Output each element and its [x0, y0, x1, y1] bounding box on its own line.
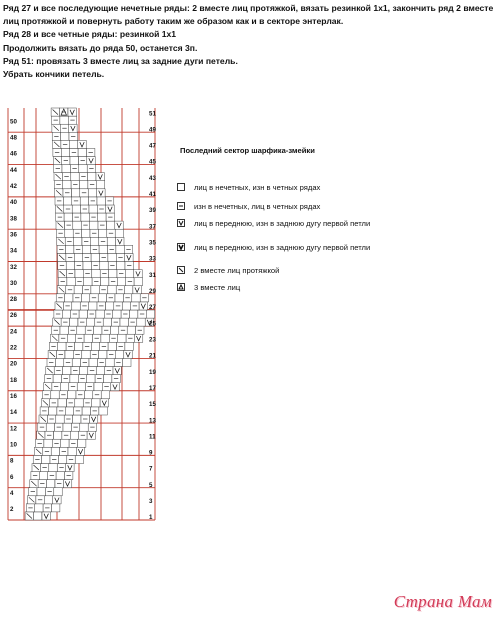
stitch-cell — [74, 237, 82, 245]
stitch-cell — [101, 278, 109, 286]
row-label-left: 4 — [10, 490, 14, 497]
stitch-cell — [94, 326, 102, 334]
stitch-cell — [99, 407, 107, 415]
stitch-cell — [146, 310, 154, 318]
slash-symbol-icon — [177, 266, 185, 274]
row-label-left: 14 — [10, 409, 17, 417]
row-label-right: 43 — [149, 174, 156, 182]
stitch-cell — [58, 455, 66, 463]
stitch-cell — [60, 326, 68, 334]
stitch-cell — [51, 447, 59, 455]
row-label-left: 36 — [10, 231, 17, 239]
stitch-cell — [44, 496, 52, 504]
stitch-cell — [82, 229, 90, 237]
row-label-left: 2 — [10, 506, 14, 514]
instruction-line: Ряд 51: провязать 3 вместе лиц за задние дуги петель. — [3, 55, 238, 66]
stitch-cell — [78, 148, 86, 156]
stitch-cell — [97, 197, 105, 205]
stitch-cell — [47, 480, 55, 488]
row-label-right: 17 — [149, 384, 156, 392]
stitch-cell — [101, 334, 109, 342]
stitch-cell — [82, 245, 90, 253]
stitch-cell — [123, 358, 131, 366]
legend-item-dash — [177, 200, 320, 212]
legend-item-empty — [177, 181, 320, 193]
stitch-cell — [74, 286, 82, 294]
row-label-right: 29 — [149, 288, 156, 295]
stitch-cell — [68, 391, 76, 399]
row-label-right: 11 — [149, 433, 156, 441]
row-label-right: 15 — [149, 401, 156, 409]
stitch-cell — [125, 286, 133, 294]
stitch-cell — [84, 278, 92, 286]
row-label-right: 45 — [149, 158, 156, 166]
row-label-right: 31 — [149, 271, 156, 279]
stitch-cell — [78, 439, 86, 447]
stitch-cell — [62, 165, 70, 173]
stitch-cell — [67, 278, 75, 286]
stitch-cell — [53, 375, 61, 383]
stitch-cell — [116, 245, 124, 253]
stitch-cell — [84, 391, 92, 399]
stitch-cell — [115, 350, 123, 358]
row-label-left: 6 — [10, 473, 14, 481]
stitch-cell — [82, 350, 90, 358]
row-label-right: 3 — [149, 498, 153, 505]
stitch-cell — [91, 342, 99, 350]
stitch-cell — [115, 294, 123, 302]
row-label-left: 46 — [10, 150, 17, 158]
stitch-cell — [132, 294, 140, 302]
row-label-left: 48 — [10, 134, 17, 142]
row-label-right: 9 — [149, 449, 153, 457]
legend-item-slash — [177, 264, 279, 276]
stitch-cell — [118, 334, 126, 342]
stitch-cell — [79, 367, 87, 375]
stitch-cell — [89, 358, 97, 366]
stitch-cell — [66, 245, 74, 253]
stitch-cell — [88, 173, 96, 181]
stitch-cell — [83, 262, 91, 270]
row-label-right: 27 — [149, 304, 156, 312]
stitch-cell — [96, 181, 104, 189]
stitch-cell — [73, 221, 81, 229]
row-label-right: 25 — [149, 320, 156, 328]
legend-item-v-bold — [177, 241, 370, 253]
stitch-cell — [117, 262, 125, 270]
stitch-cell — [52, 504, 60, 512]
stitch-cell — [115, 229, 123, 237]
row-label-right: 47 — [149, 142, 156, 150]
stitch-cell — [108, 342, 116, 350]
legend-item-v — [177, 217, 370, 229]
stitch-cell — [60, 116, 68, 124]
stitch-cell — [72, 189, 80, 197]
stitch-cell — [46, 423, 54, 431]
row-label-right: 7 — [149, 465, 153, 473]
stitch-cell — [120, 318, 128, 326]
row-label-right: 33 — [149, 255, 156, 263]
stitch-cell — [107, 221, 115, 229]
instruction-line: лиц протяжкой и повернуть работу таким же образом как и в секторе энтерлак. — [3, 16, 344, 27]
legend-label: лиц в переднюю, изн в заднюю дугу первой петли — [194, 218, 371, 228]
stitch-cell — [134, 278, 142, 286]
stitch-cell — [92, 399, 100, 407]
stitch-cell — [86, 318, 94, 326]
row-label-left: 50 — [10, 118, 17, 126]
stitch-cell — [54, 488, 62, 496]
stitch-cell — [77, 383, 85, 391]
row-label-right: 13 — [149, 417, 156, 425]
stitch-cell — [70, 318, 78, 326]
stitch-cell — [67, 334, 75, 342]
stitch-cell — [98, 294, 106, 302]
stitch-cell — [92, 270, 100, 278]
stitch-cell — [58, 342, 66, 350]
stitch-cell — [63, 423, 71, 431]
stitch-cell — [91, 286, 99, 294]
stitch-cell — [88, 189, 96, 197]
row-label-left: 18 — [10, 376, 17, 384]
stitch-cell — [56, 472, 64, 480]
stitch-cell — [80, 197, 88, 205]
instruction-line: Ряд 27 и все последующие нечетные ряды: 2 вместе лиц протяжкой, вязать резинкой 1х1, закончить ряд 2 вместе — [3, 3, 494, 13]
stitch-cell — [70, 431, 78, 439]
row-label-right: 19 — [149, 368, 156, 376]
row-label-right: 21 — [149, 352, 156, 360]
stitch-cell — [99, 245, 107, 253]
legend-label: 2 вместе лиц протяжкой — [194, 265, 280, 275]
stitch-cell — [34, 512, 42, 520]
stitch-cell — [98, 213, 106, 221]
instruction-line: Продолжить вязать до ряда 50, останется 3п. — [3, 42, 198, 53]
stitch-cell — [56, 415, 64, 423]
row-label-right: 51 — [149, 110, 156, 118]
stitch-cell — [91, 253, 99, 261]
stitch-cell — [108, 253, 116, 261]
stitch-cell — [65, 407, 73, 415]
watermark-logo: Страна Мам — [393, 592, 492, 611]
row-label-left: 34 — [10, 247, 17, 255]
row-label-left: 26 — [10, 312, 17, 320]
row-label-left: 42 — [10, 183, 17, 190]
row-label-left: 38 — [10, 215, 17, 223]
stitch-cell — [98, 229, 106, 237]
stitch-cell — [61, 132, 69, 140]
stitch-cell — [70, 157, 78, 165]
row-label-left: 12 — [10, 425, 17, 433]
stitch-cell — [49, 464, 57, 472]
stitch-cell — [90, 221, 98, 229]
row-label-left: 30 — [10, 279, 17, 287]
stitch-cell — [75, 399, 83, 407]
stitch-cell — [65, 229, 73, 237]
stitch-cell — [72, 205, 80, 213]
stitch-cell — [68, 447, 76, 455]
stitch-cell — [122, 302, 130, 310]
stitch-cell — [55, 358, 63, 366]
row-label-right: 1 — [149, 514, 153, 522]
instruction-line: Ряд 28 и все четные ряды: резинкой 1х1 — [3, 29, 177, 40]
stitch-cell — [62, 310, 70, 318]
stitch-cell — [63, 197, 71, 205]
empty-symbol-icon — [177, 183, 185, 191]
row-label-left: 10 — [10, 441, 17, 449]
stitch-cell — [127, 326, 135, 334]
row-label-left: 20 — [10, 360, 17, 368]
legend-item-triangle — [177, 281, 240, 293]
row-label-left: 44 — [10, 166, 17, 174]
stitch-cell — [65, 350, 73, 358]
stitch-cell — [82, 407, 90, 415]
stitch-cell — [117, 278, 125, 286]
v-symbol-icon — [177, 219, 185, 227]
stitch-cell — [51, 391, 59, 399]
stitch-cell — [75, 342, 83, 350]
stitch-cell — [106, 358, 114, 366]
stitch-cell — [87, 375, 95, 383]
stitch-cell — [77, 326, 85, 334]
stitch-cell — [61, 148, 69, 156]
stitch-cell — [106, 302, 114, 310]
stitch-cell — [72, 358, 80, 366]
row-label-right: 39 — [149, 207, 156, 215]
row-label-left: 32 — [10, 263, 17, 271]
stitch-cell — [104, 375, 112, 383]
stitch-cell — [73, 415, 81, 423]
stitch-cell — [69, 140, 77, 148]
row-label-left: 8 — [10, 457, 14, 465]
legend-label: лиц в переднюю, изн в заднюю дугу первой петли — [194, 242, 371, 252]
stitch-cell — [108, 286, 116, 294]
stitch-cell — [71, 173, 79, 181]
stitch-cell — [49, 407, 57, 415]
row-label-left: 40 — [10, 199, 17, 207]
v-symbol-icon — [177, 243, 185, 251]
stitch-cell — [113, 310, 121, 318]
stitch-cell — [125, 342, 133, 350]
row-label-right: 37 — [149, 223, 156, 231]
row-label-right: 23 — [149, 336, 156, 344]
instruction-line: Убрать кончики петель. — [3, 69, 105, 80]
stitch-cell — [100, 262, 108, 270]
stitch-cell — [64, 213, 72, 221]
stitch-cell — [61, 439, 69, 447]
stitch-cell — [99, 350, 107, 358]
stitch-cell — [94, 383, 102, 391]
stitch-cell — [81, 213, 89, 221]
legend-title: Последний сектор шарфика-змейки — [180, 146, 315, 155]
stitch-cell — [125, 270, 133, 278]
stitch-cell — [103, 318, 111, 326]
stitch-cell — [81, 294, 89, 302]
stitch-cell — [44, 439, 52, 447]
row-label-left: 28 — [10, 296, 17, 304]
legend-label: лиц в нечетных, изн в четных рядах — [194, 182, 321, 192]
stitch-cell — [109, 270, 117, 278]
row-label-left: 16 — [10, 393, 17, 400]
stitch-cell — [37, 488, 45, 496]
stitch-cell — [70, 375, 78, 383]
stitch-cell — [90, 237, 98, 245]
row-label-right: 49 — [149, 126, 156, 134]
legend-label: 3 вместе лиц — [194, 282, 241, 292]
triangle-symbol-icon — [177, 283, 185, 291]
stitch-cell — [137, 318, 145, 326]
stitch-cell — [58, 399, 66, 407]
stitch-cell — [74, 253, 82, 261]
row-label-right: 41 — [149, 191, 156, 199]
dash-symbol-icon — [177, 202, 185, 210]
stitch-cell — [75, 270, 83, 278]
stitch-cell — [80, 423, 88, 431]
stitch-cell — [84, 334, 92, 342]
stitch-cell — [79, 165, 87, 173]
stitch-cell — [39, 472, 47, 480]
stitch-cell — [63, 181, 71, 189]
stitch-cell — [96, 310, 104, 318]
legend-label: изн в нечетных, лиц в четных рядах — [194, 201, 321, 211]
stitch-cell — [54, 431, 62, 439]
stitch-cell — [89, 302, 97, 310]
row-label-left: 24 — [10, 328, 17, 336]
stitch-cell — [79, 310, 87, 318]
stitch-cell — [72, 302, 80, 310]
stitch-cell — [110, 326, 118, 334]
stitch-cell — [107, 237, 115, 245]
stitch-cell — [130, 310, 138, 318]
stitch-cell — [35, 504, 43, 512]
stitch-cell — [96, 367, 104, 375]
row-label-left: 22 — [10, 344, 17, 352]
stitch-cell — [63, 367, 71, 375]
stitch-cell — [66, 262, 74, 270]
stitch-cell — [42, 455, 50, 463]
row-label-right: 5 — [149, 481, 153, 489]
stitch-cell — [65, 294, 73, 302]
stitch-cell — [89, 205, 97, 213]
stitch-cell — [80, 181, 88, 189]
stitch-cell — [75, 455, 83, 463]
stitch-cell — [60, 383, 68, 391]
row-label-right: 35 — [149, 239, 156, 247]
stitch-cell — [101, 391, 109, 399]
